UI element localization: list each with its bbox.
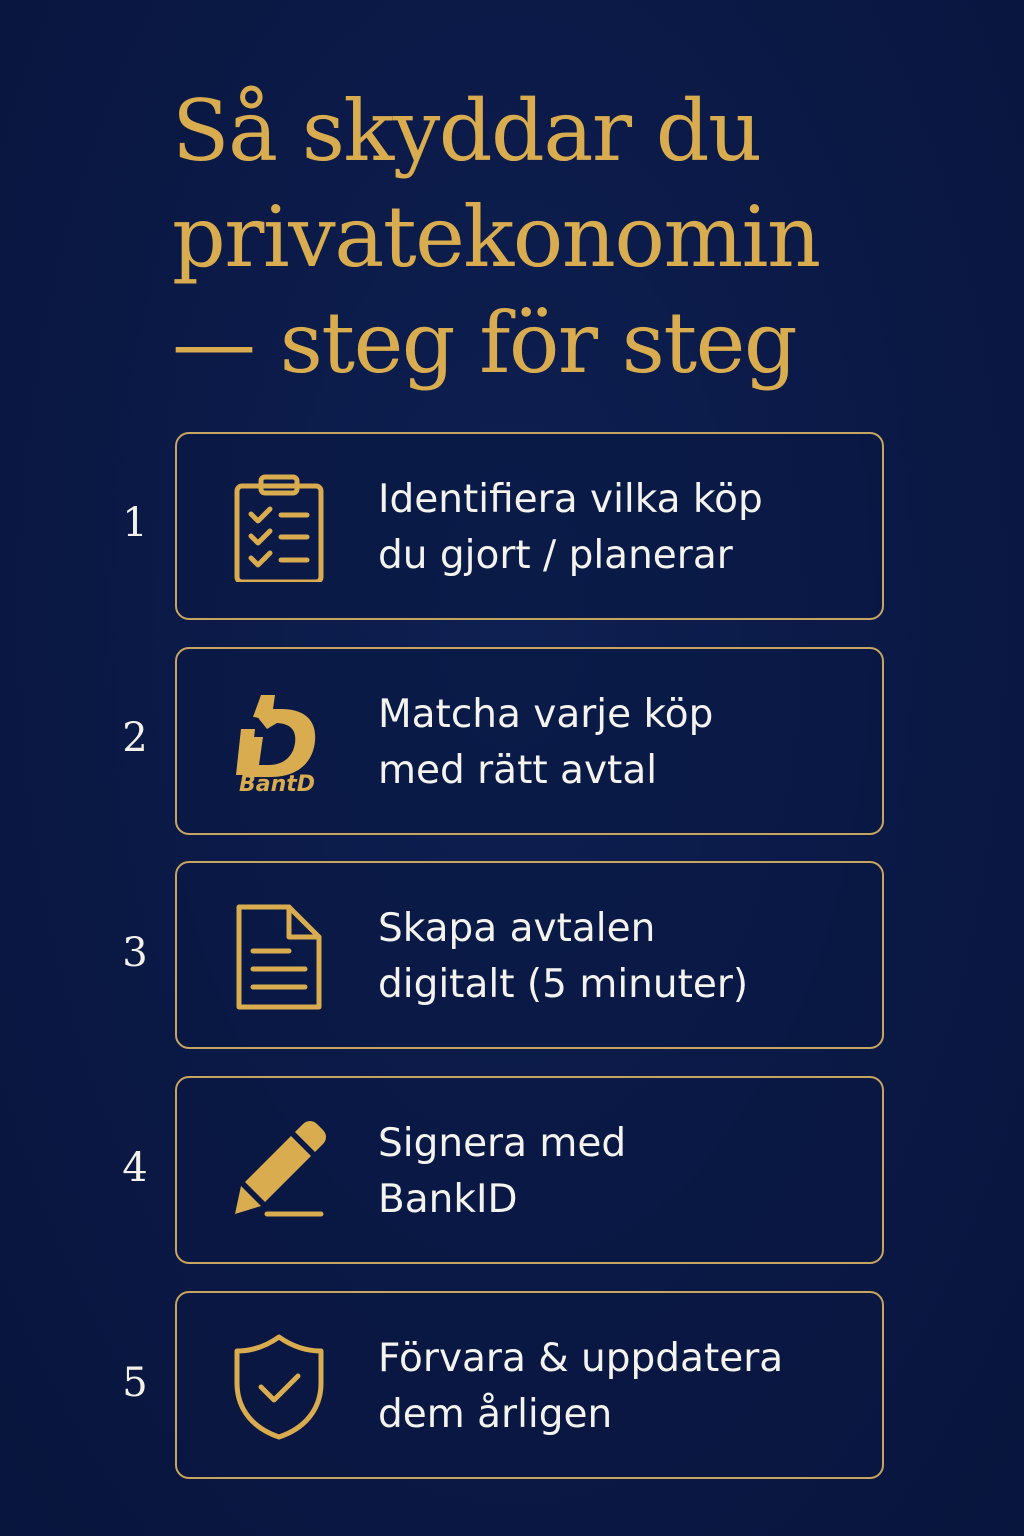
- step-2-line-1: Matcha varje köp: [378, 692, 714, 737]
- step-4-line-1: Signera med: [378, 1121, 627, 1166]
- step-text-2: [378, 687, 868, 799]
- step-4-line-2: BankID: [378, 1177, 518, 1222]
- step-3-line-2: digitalt (5 minuter): [378, 962, 749, 1007]
- step-text-1: [378, 472, 868, 584]
- step-3-line-1: Skapa avtalen: [378, 906, 656, 951]
- shield-check-icon: [229, 1333, 329, 1441]
- page-title-line-1: Så skyddar du: [172, 82, 761, 180]
- bankid-logo-icon: [229, 689, 329, 797]
- step-text-5: [378, 1331, 868, 1443]
- step-2-line-2: med rätt avtal: [378, 748, 658, 793]
- bankid-logo-label: BantD: [238, 772, 316, 797]
- checklist-clipboard-icon: [229, 474, 329, 582]
- step-number-2: 2: [122, 715, 148, 761]
- step-card-3: [175, 861, 884, 1049]
- page-title: [172, 78, 972, 396]
- pencil-sign-icon: [229, 1118, 329, 1226]
- step-5-line-2: dem årligen: [378, 1392, 613, 1437]
- step-card-2: [175, 647, 884, 835]
- page-title-line-2: privatekonomin: [172, 188, 820, 286]
- step-5-line-1: Förvara & uppdatera: [378, 1336, 784, 1381]
- step-1-line-1: Identifiera vilka köp: [378, 477, 763, 522]
- document-icon: [229, 903, 329, 1011]
- step-number-1: 1: [122, 500, 148, 546]
- step-1-line-2: du gjort / planerar: [378, 533, 733, 578]
- step-card-4: [175, 1076, 884, 1264]
- step-number-5: 5: [122, 1360, 148, 1406]
- step-card-5: [175, 1291, 884, 1479]
- step-text-3: [378, 901, 868, 1013]
- step-number-4: 4: [122, 1145, 148, 1191]
- page-title-line-3: — steg för steg: [172, 294, 797, 392]
- step-card-1: [175, 432, 884, 620]
- step-text-4: [378, 1116, 868, 1228]
- step-number-3: 3: [122, 930, 148, 976]
